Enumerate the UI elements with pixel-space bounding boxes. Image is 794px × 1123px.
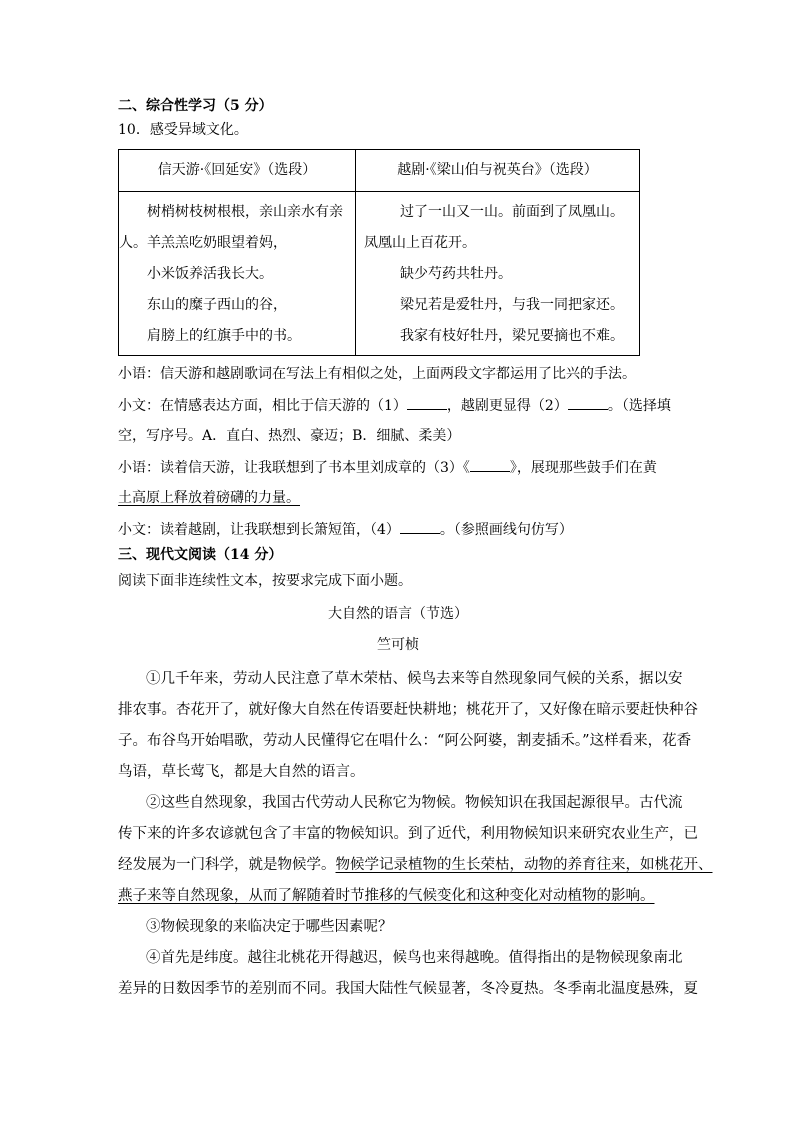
dialogue-4 bbox=[118, 519, 573, 540]
col1-line: 肩膀上的红旗手中的书。 bbox=[147, 328, 301, 344]
dialogue-2-text: ，越剧更显得（2） bbox=[446, 398, 568, 414]
col1-line: 东山的糜子西山的谷， bbox=[147, 297, 287, 313]
section3-heading: 三、现代文阅读（14 分） bbox=[118, 547, 283, 563]
dialogue-2-text: 。（选择填 bbox=[607, 398, 671, 414]
dialogue-2-text: 小文：在情感表达方面，相比于信天游的（1） bbox=[118, 398, 407, 414]
col1-line: 小米饭养活我长大。 bbox=[147, 266, 273, 282]
dialogue-1: 小语：信天游和越剧歌词在写法上有相似之处，上面两段文字都运用了比兴的手法。 bbox=[118, 366, 636, 382]
col1-title: 信天游·《回延安》（选段） bbox=[119, 150, 356, 192]
paragraph-2-line: 传下来的许多农谚就包含了丰富的物候知识。到了近代，利用物候知识来研究农业生产，已 bbox=[118, 826, 698, 842]
paragraph-1-line: 子。布谷鸟开始唱歌，劳动人民懂得它在唱什么：“阿公阿婆，割麦插禾。”这样看来，花香 bbox=[118, 733, 692, 749]
paragraph-1-line: 排农事。杏花开了，就好像大自然在传语要赶快耕地；桃花开了，又好像在暗示要赶快种谷 bbox=[118, 702, 698, 718]
blank-3[interactable] bbox=[470, 457, 510, 472]
question-10: 10．感受异域文化。 bbox=[118, 122, 248, 138]
col2-line: 梁兄若是爱牡丹，与我一同把家还。 bbox=[400, 297, 624, 313]
article-title: 大自然的语言（节选） bbox=[328, 606, 468, 622]
col1-content bbox=[119, 192, 356, 356]
dialogue-4-text: 小文：读着越剧，让我联想到长箫短笛，（4） bbox=[118, 522, 400, 538]
paragraph-4-line: ④首先是纬度。越往北桃花开得越迟，候鸟也来得越晚。值得指出的是物候现象南北 bbox=[146, 950, 683, 966]
blank-2[interactable] bbox=[568, 395, 608, 410]
section3-instruction: 阅读下面非连续性文本，按要求完成下面小题。 bbox=[118, 573, 412, 589]
underlined-sentence: 燕子来等自然现象，从而了解随着时节推移的气候变化和这种变化对动植物的影响。 bbox=[118, 888, 655, 904]
col2-title: 越剧·《梁山伯与祝英台》（选段） bbox=[356, 150, 640, 192]
section2-heading: 二、综合性学习（5 分） bbox=[118, 98, 273, 114]
paragraph-4-line: 差异的日数因季节的差别而不同。我国大陆性气候显著，冬冷夏热。冬季南北温度悬殊，夏 bbox=[118, 981, 698, 997]
col2-line: 凤凰山上百花开。 bbox=[364, 235, 476, 251]
col2-content bbox=[356, 192, 640, 356]
dialogue-4-text: 。（参照画线句仿写） bbox=[439, 522, 573, 538]
col2-line: 缺少芍药共牡丹。 bbox=[400, 266, 512, 282]
paragraph-2-text: 经发展为一门科学，就是物候学。 bbox=[118, 857, 336, 873]
paragraph-2-line bbox=[118, 855, 713, 875]
col2-line: 过了一山又一山。前面到了凤凰山。 bbox=[400, 204, 624, 220]
dialogue-3-text: 小语：读着信天游，让我联想到了书本里刘成章的（3）《 bbox=[118, 460, 470, 476]
dialogue-3-text: 》，展现那些鼓手们在黄 bbox=[509, 460, 657, 476]
dialogue-2 bbox=[118, 395, 671, 416]
comparison-table bbox=[118, 149, 640, 356]
col2-line: 我家有枝好牡丹，梁兄要摘也不难。 bbox=[400, 328, 624, 344]
paragraph-3-line: ③物候现象的来临决定于哪些因素呢？ bbox=[146, 919, 393, 935]
article-author: 竺可桢 bbox=[377, 637, 419, 653]
blank-1[interactable] bbox=[407, 395, 447, 410]
paragraph-1-line: ①几千年来，劳动人民注意了草木荣枯、候鸟去来等自然现象同气候的关系，据以安 bbox=[146, 671, 683, 687]
paragraph-2-line: ②这些自然现象，我国古代劳动人民称它为物候。物候知识在我国起源很早。古代流 bbox=[146, 795, 683, 811]
underlined-sentence: 土高原上释放着磅礴的力量。 bbox=[118, 490, 300, 506]
underlined-sentence: 物候学记录植物的生长荣枯，动物的养育往来，如桃花开、 bbox=[335, 857, 713, 873]
dialogue-3 bbox=[118, 457, 657, 478]
col1-line: 树梢树枝树根根，亲山亲水有亲 bbox=[147, 204, 343, 220]
dialogue-2-cont: 空，写序号。A．直白、热烈、豪迈；B．细腻、柔美） bbox=[118, 428, 461, 444]
col1-line: 人。羊羔羔吃奶眼望着妈， bbox=[119, 235, 287, 251]
blank-4[interactable] bbox=[400, 519, 440, 534]
paragraph-1-line: 鸟语，草长莺飞，都是大自然的语言。 bbox=[118, 764, 365, 780]
